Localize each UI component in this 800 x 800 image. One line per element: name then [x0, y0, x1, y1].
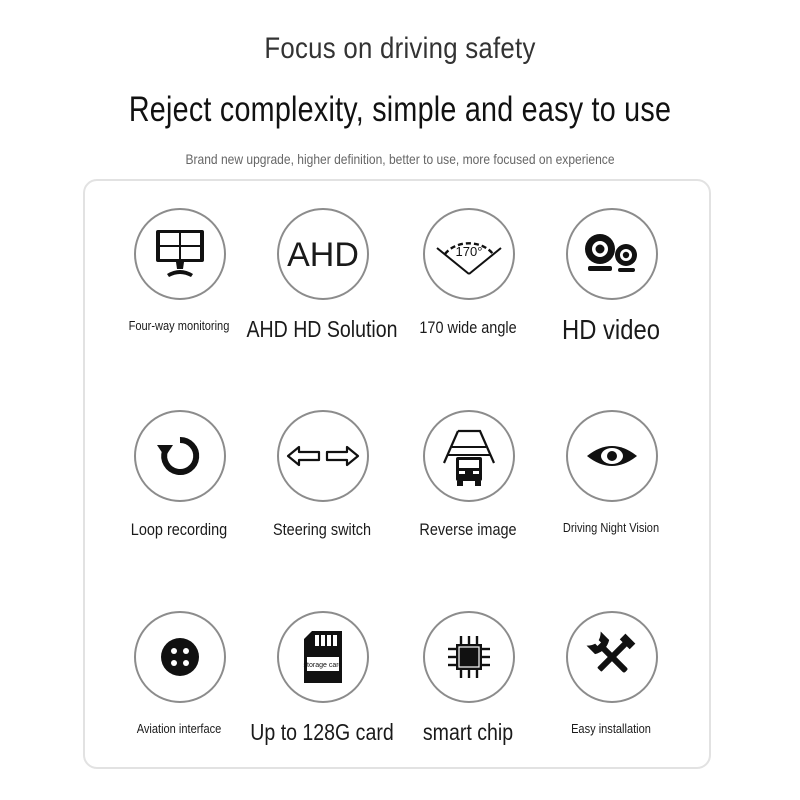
feature-loop-recording — [99, 410, 259, 560]
ahd-icon — [285, 229, 361, 279]
truck-reverse-icon — [436, 423, 502, 489]
wide-angle-icon — [431, 224, 507, 284]
feature-label: AHD HD Solution — [246, 316, 398, 342]
feature-icon-circle — [277, 410, 369, 502]
feature-icon-circle — [566, 410, 658, 502]
svg-text:storage card: storage card — [303, 662, 343, 669]
feature-icon-circle — [134, 611, 226, 703]
feature-label: Loop recording — [130, 520, 228, 539]
feature-icon-circle — [566, 208, 658, 300]
feature-up-to-128g-card — [242, 611, 402, 761]
feature-label: Reverse image — [419, 520, 517, 539]
feature-steering-switch — [242, 410, 402, 560]
arrows-icon — [285, 441, 361, 471]
feature-four-way-monitoring — [99, 208, 259, 358]
headline: Reject complexity, simple and easy to use — [128, 90, 672, 129]
svg-text:AHD: AHD — [287, 236, 359, 274]
feature-icon-circle — [423, 410, 515, 502]
feature-170-wide-angle — [388, 208, 548, 358]
feature-label: 170 wide angle — [419, 318, 517, 337]
subtitle: Brand new upgrade, higher definition, better to use, more focused on experience — [185, 151, 615, 167]
feature-label: Driving Night Vision — [562, 520, 660, 535]
feature-hd-video — [531, 208, 691, 358]
tools-icon — [584, 629, 640, 685]
feature-icon-circle — [134, 208, 226, 300]
connector-icon — [158, 635, 202, 679]
feature-icon-circle — [423, 208, 515, 300]
feature-icon-circle — [277, 208, 369, 300]
feature-easy-installation — [531, 611, 691, 761]
page-title: Focus on driving safety — [264, 32, 536, 65]
feature-reverse-image — [388, 410, 548, 560]
features-panel — [83, 179, 711, 769]
feature-label: Aviation interface — [136, 721, 222, 736]
webcam-icon — [580, 229, 644, 279]
feature-label: Steering switch — [273, 520, 371, 539]
feature-aviation-interface — [99, 611, 259, 761]
feature-label: Four-way monitoring — [128, 318, 230, 333]
sd-card-icon — [298, 627, 348, 687]
feature-ahd-hd-solution — [242, 208, 402, 358]
feature-icon-circle — [423, 611, 515, 703]
loop-icon — [155, 431, 205, 481]
feature-icon-circle — [277, 611, 369, 703]
feature-icon-circle — [566, 611, 658, 703]
feature-label: HD video — [562, 314, 660, 345]
feature-label: smart chip — [422, 719, 514, 745]
monitor-icon — [150, 224, 210, 284]
eye-icon — [584, 440, 640, 472]
feature-icon-circle — [134, 410, 226, 502]
feature-label: Up to 128G card — [250, 719, 394, 745]
feature-smart-chip — [388, 611, 548, 761]
chip-icon — [444, 632, 494, 682]
feature-label: Easy installation — [571, 721, 651, 736]
svg-text:170°: 170° — [455, 244, 483, 259]
feature-driving-night-vision — [531, 410, 691, 560]
